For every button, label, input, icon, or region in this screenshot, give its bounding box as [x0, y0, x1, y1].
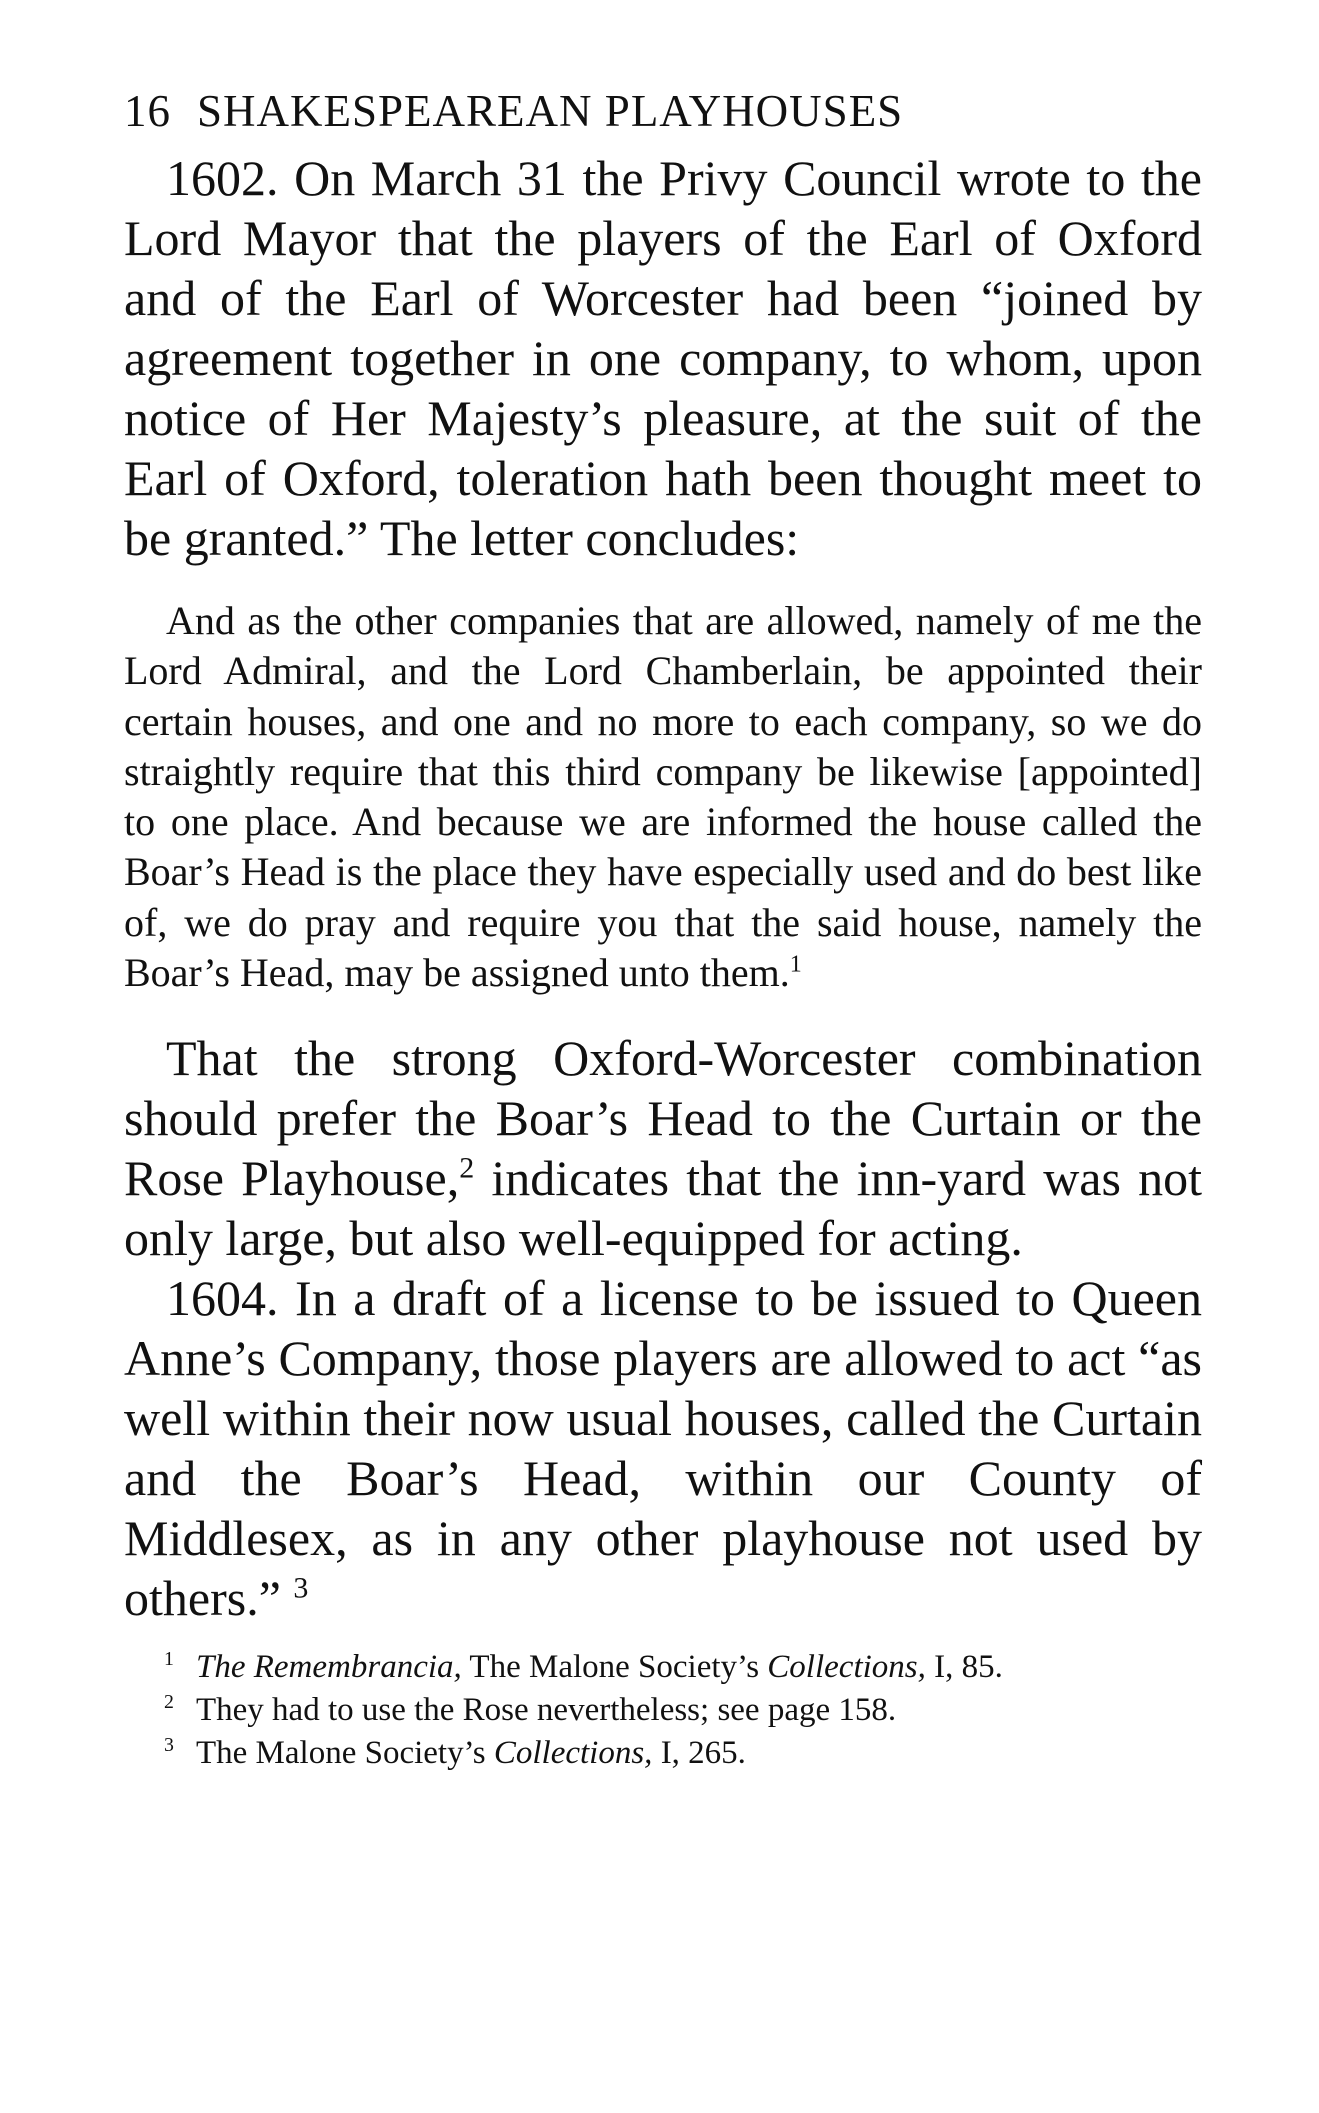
- block-quote-text: And as the other companies that are allowed, namely of me the Lord Admiral, and the Lord Chamberlain, be appointed their certain houses, and one and no more to each company, so we do straightly require that this third company be likewise [appointed] to one place. And because we are informed the house called the Boar’s Head is the place they have especially used and do best like of, we do pray and require you that the said house, namely the Boar’s Head, may be assigned unto them.: [124, 598, 1202, 996]
- paragraph-1604: [124, 1268, 1202, 1628]
- paragraph-1602: [124, 148, 1202, 568]
- footnote-1-work: Collections,: [767, 1649, 926, 1686]
- paragraph-combination: [124, 1028, 1202, 1268]
- footnote-3: [164, 1732, 1202, 1775]
- paragraph-combination-text-b: indicates that the inn-yard was not only large, but also well-equipped for acting.: [124, 1150, 1203, 1267]
- paragraph-combination-text-a: That the strong Oxford-Worcester combination should prefer the Boar’s Head to the Curtain or the Rose Playhouse,: [124, 1030, 1202, 1207]
- footnote-2: [164, 1689, 1202, 1732]
- footnote-1: [164, 1646, 1202, 1689]
- block-quote: [124, 596, 1202, 998]
- page-number: 16: [124, 86, 171, 136]
- paragraph-1604-text: 1604. In a draft of a license to be issued to Queen Anne’s Company, those players are allowed to act “as well within their now usual houses, called the Curtain and the Boar’s Head, within our County of Middlesex, as in any other playhouse not used by others.”: [124, 1270, 1202, 1627]
- footnote-3-tail: I, 265.: [652, 1735, 746, 1772]
- book-page: [124, 78, 1202, 1775]
- footnotes: [124, 1646, 1202, 1775]
- footnote-1-title: The Remembrancia,: [196, 1649, 462, 1686]
- footnote-1-tail: I, 85.: [925, 1649, 1003, 1686]
- footnote-2-mark: 2: [164, 1691, 174, 1714]
- running-title: SHAKESPEAREAN PLAYHOUSES: [197, 86, 904, 136]
- footnote-ref-3: 3: [293, 1571, 309, 1605]
- paragraph-1602-text: 1602. On March 31 the Privy Council wrote to the Lord Mayor that the players of the Earl of Oxford and of the Earl of Worcester had been “joined by agreement together in one company, to whom, upon notice of Her Majesty’s pleasure, at the suit of the Earl of Oxford, toleration hath been thought meet to be granted.” The letter concludes:: [124, 150, 1202, 566]
- footnote-3-work: Collections,: [493, 1735, 653, 1772]
- footnote-2-text: They had to use the Rose nevertheless; see page 158.: [196, 1692, 897, 1729]
- running-head: [124, 78, 1202, 144]
- footnote-1-mid: The Malone Society’s: [461, 1649, 768, 1686]
- footnote-ref-1: 1: [789, 951, 802, 978]
- footnote-3-mark: 3: [164, 1734, 174, 1757]
- footnote-3-mid: The Malone Society’s: [196, 1735, 494, 1772]
- footnote-1-mark: 1: [164, 1648, 174, 1671]
- footnote-ref-2: 2: [459, 1151, 475, 1185]
